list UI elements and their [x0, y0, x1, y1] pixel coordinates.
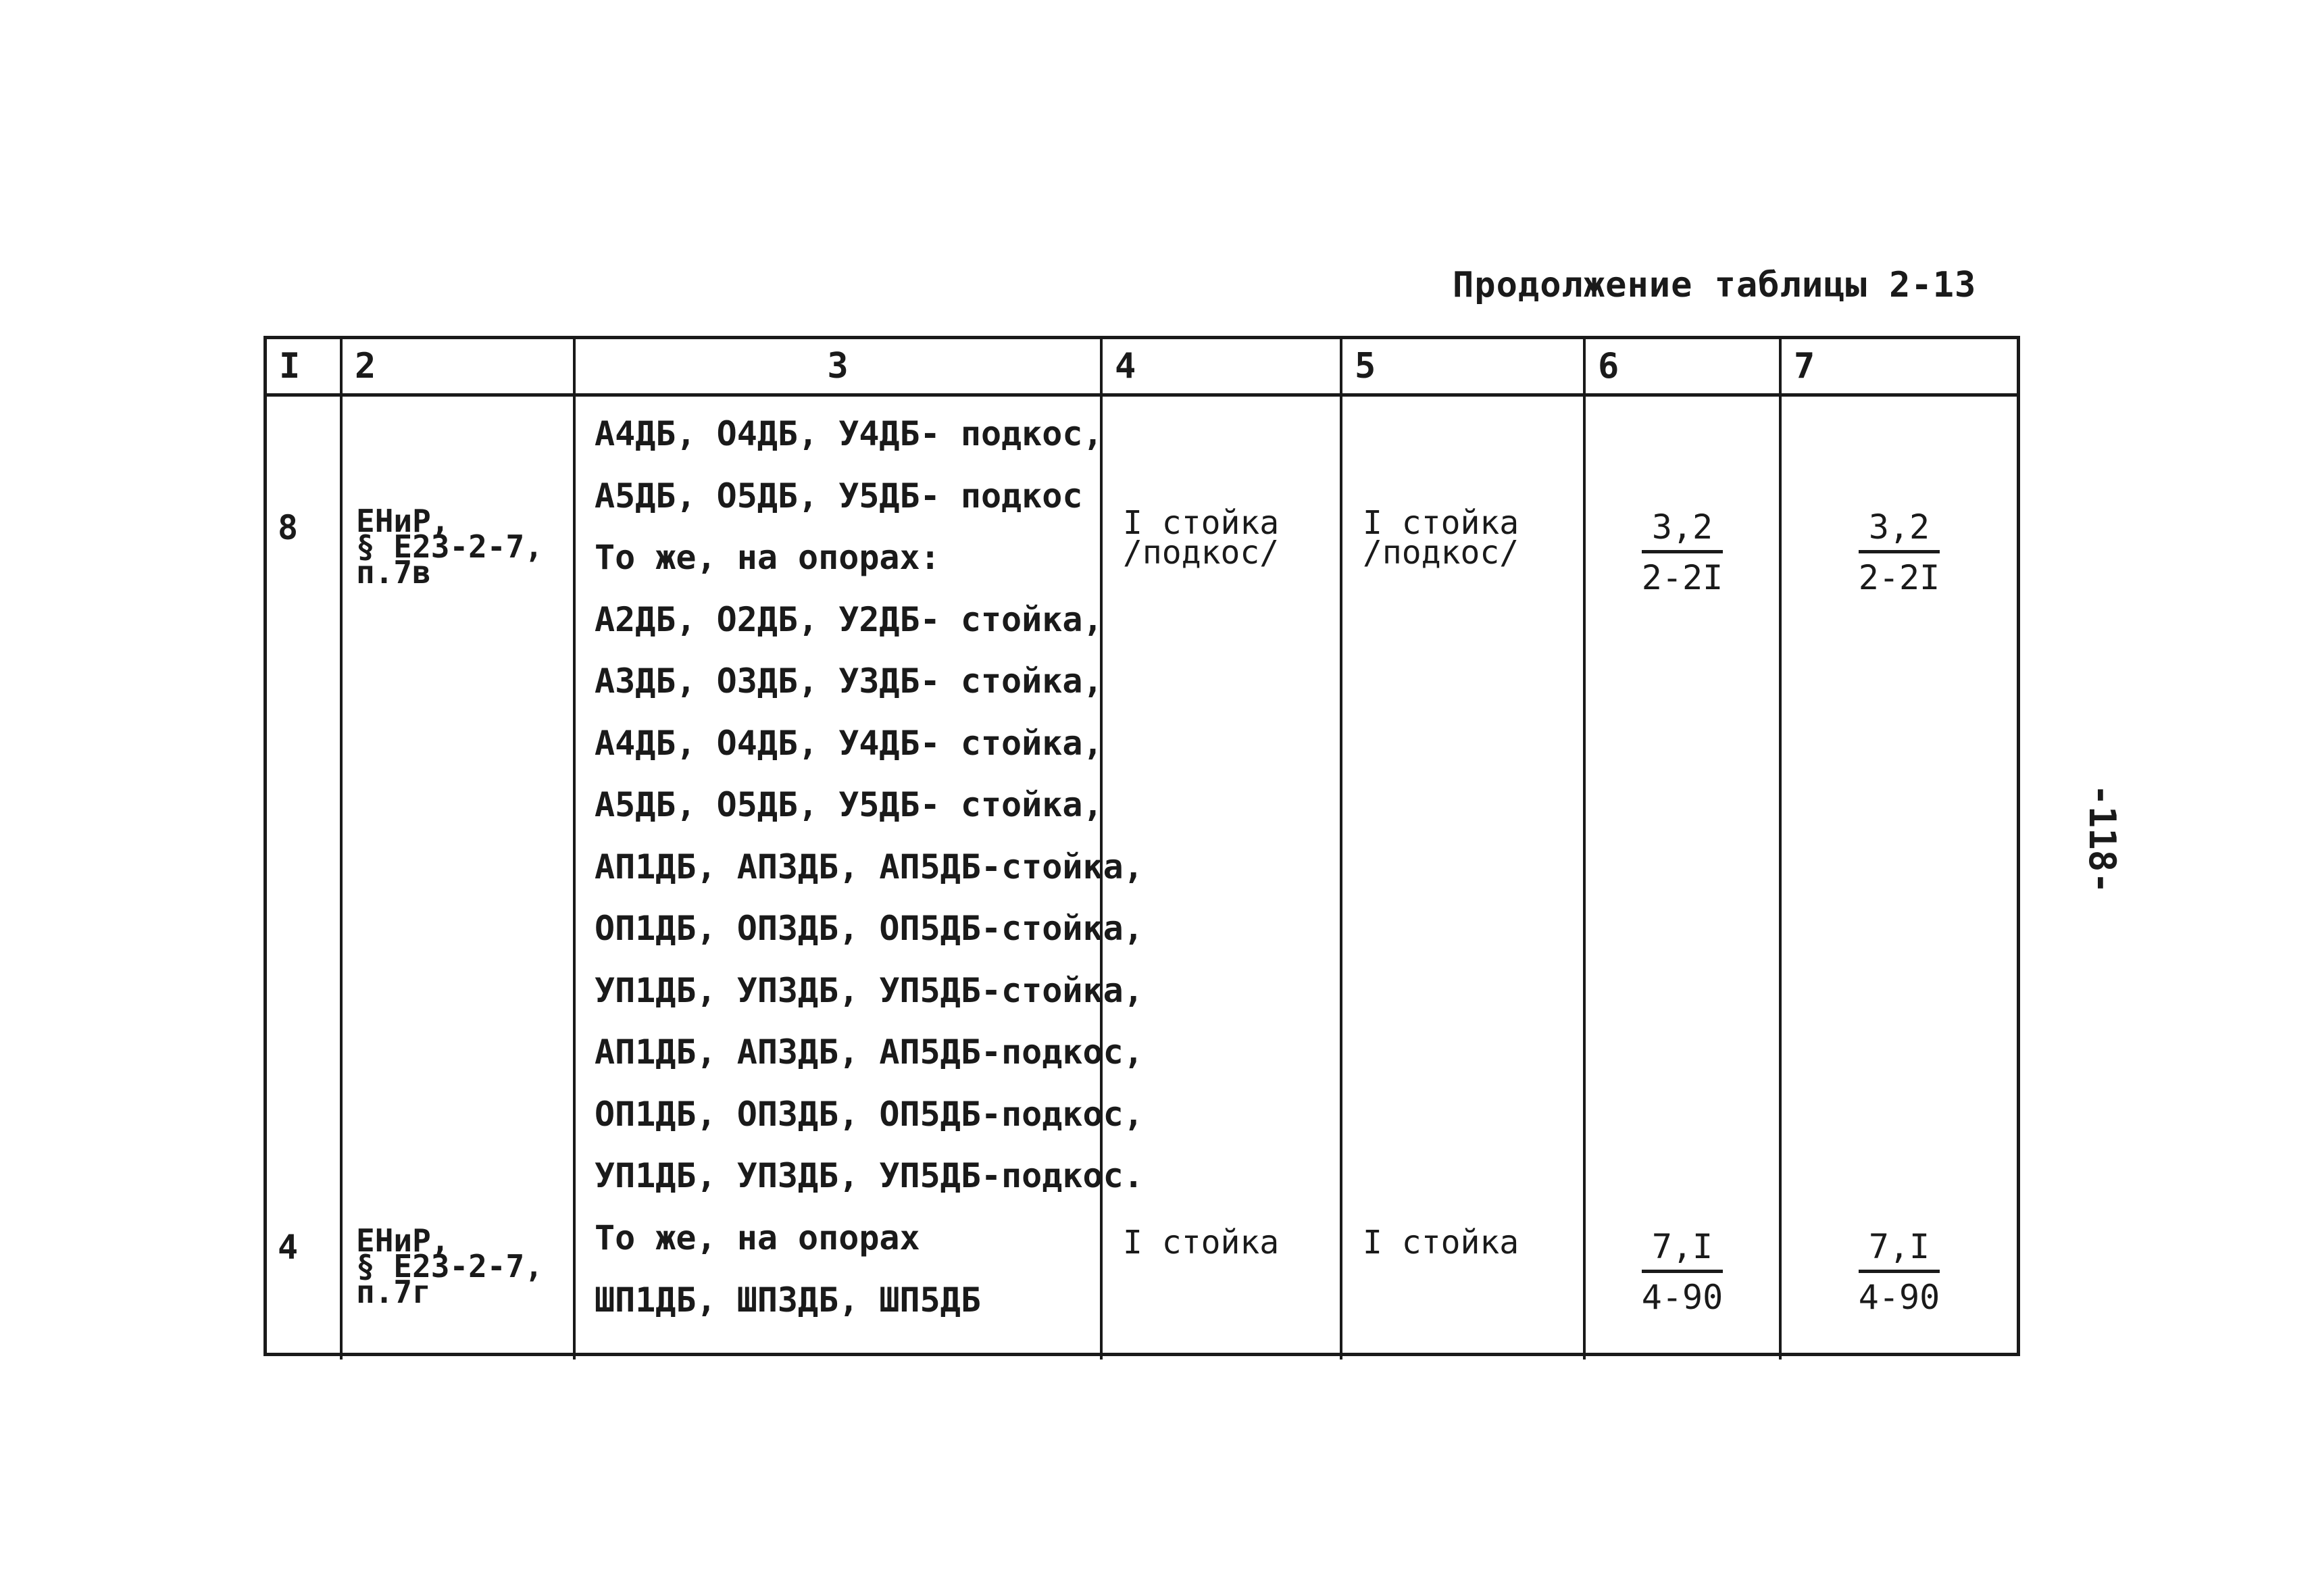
header-col-5: 5 [1341, 339, 1584, 395]
reference-line: ЕНиР, [356, 1222, 450, 1259]
reference-line: ЕНиР, [356, 503, 450, 539]
fraction [1859, 1228, 1940, 1316]
unit-cell [1341, 395, 1584, 1208]
page-number: -118- [2080, 784, 2123, 894]
fraction-numerator: 3,2 [1642, 508, 1723, 553]
norm-cell [1584, 395, 1780, 1208]
price-cell [1780, 1207, 2017, 1360]
price-cell [1780, 395, 2017, 1208]
header-col-4: 4 [1101, 339, 1341, 395]
header-col-3: 3 [574, 339, 1101, 395]
data-table-frame [263, 336, 2020, 1356]
fraction-denominator: 4-90 [1858, 1278, 1940, 1317]
reference-cell [341, 1207, 574, 1360]
description-line: ОП1ДБ, ОП3ДБ, ОП5ДБ-подкос, [595, 1094, 1144, 1134]
reference-line: п.7г [356, 1274, 431, 1310]
row-number-cell [267, 1207, 341, 1360]
description-line: То же, на опорах [595, 1218, 920, 1257]
table-caption: Продолжение таблицы 2-13 [1453, 265, 1977, 305]
row-number-cell [267, 395, 341, 1208]
norm-cell [1584, 1207, 1780, 1360]
description-cell [574, 1207, 1101, 1360]
header-col-7: 7 [1780, 339, 2017, 395]
description-line: А5ДБ, О5ДБ, У5ДБ- подкос [595, 476, 1083, 516]
fraction [1642, 1228, 1723, 1316]
description-line: АП1ДБ, АП3ДБ, АП5ДБ-подкос, [595, 1032, 1144, 1072]
unit-line: I стойка [1363, 1224, 1519, 1262]
reference-line: п.7в [356, 554, 431, 591]
description-line: То же, на опорах: [595, 538, 940, 577]
row-number: 8 [278, 508, 299, 547]
fraction-denominator: 2-2I [1641, 558, 1724, 597]
description-line: ОП1ДБ, ОП3ДБ, ОП5ДБ-стойка, [595, 909, 1144, 948]
header-col-6: 6 [1584, 339, 1780, 395]
fraction-numerator: 7,I [1642, 1228, 1723, 1273]
reference-line: § Е23-2-7, [356, 1248, 543, 1285]
fraction-denominator: 2-2I [1858, 558, 1940, 597]
unit-cell [1101, 395, 1341, 1208]
unit-cell [1341, 1207, 1584, 1360]
row-number: 4 [278, 1228, 299, 1267]
description-line: А5ДБ, О5ДБ, У5ДБ- стойка, [595, 785, 1103, 824]
table-row [267, 1207, 2017, 1360]
description-cell [574, 395, 1144, 1208]
description-line: УП1ДБ, УП3ДБ, УП5ДБ-стойка, [595, 970, 1144, 1010]
table-row [267, 395, 2017, 1208]
unit-line: /подкос/ [1363, 534, 1519, 572]
fraction-numerator: 7,I [1859, 1228, 1940, 1273]
fraction-denominator: 4-90 [1641, 1278, 1724, 1317]
unit-line: /подкос/ [1123, 534, 1280, 572]
unit-line: I стойка [1363, 504, 1519, 542]
unit-line: I стойка [1123, 504, 1280, 542]
description-line: ШП1ДБ, ШП3ДБ, ШП5ДБ [595, 1280, 981, 1320]
description-line: УП1ДБ, УП3ДБ, УП5ДБ-подкос. [595, 1156, 1144, 1195]
description-line: А2ДБ, О2ДБ, У2ДБ- стойка, [595, 599, 1103, 639]
fraction [1642, 508, 1723, 597]
reference-cell [341, 395, 574, 1208]
header-col-2: 2 [341, 339, 574, 395]
fraction-numerator: 3,2 [1859, 508, 1940, 553]
unit-cell [1101, 1207, 1341, 1360]
data-table [267, 339, 2017, 1360]
description-line: АП1ДБ, АП3ДБ, АП5ДБ-стойка, [595, 847, 1144, 887]
table-header-row [267, 339, 2017, 395]
fraction [1859, 508, 1940, 597]
description-line: А4ДБ, О4ДБ, У4ДБ- стойка, [595, 723, 1103, 763]
description-line: А3ДБ, О3ДБ, У3ДБ- стойка, [595, 662, 1103, 701]
unit-line: I стойка [1123, 1224, 1280, 1262]
header-col-1: I [267, 339, 341, 395]
reference-line: § Е23-2-7, [356, 528, 543, 565]
description-line: А4ДБ, О4ДБ, У4ДБ- подкос, [595, 414, 1103, 453]
